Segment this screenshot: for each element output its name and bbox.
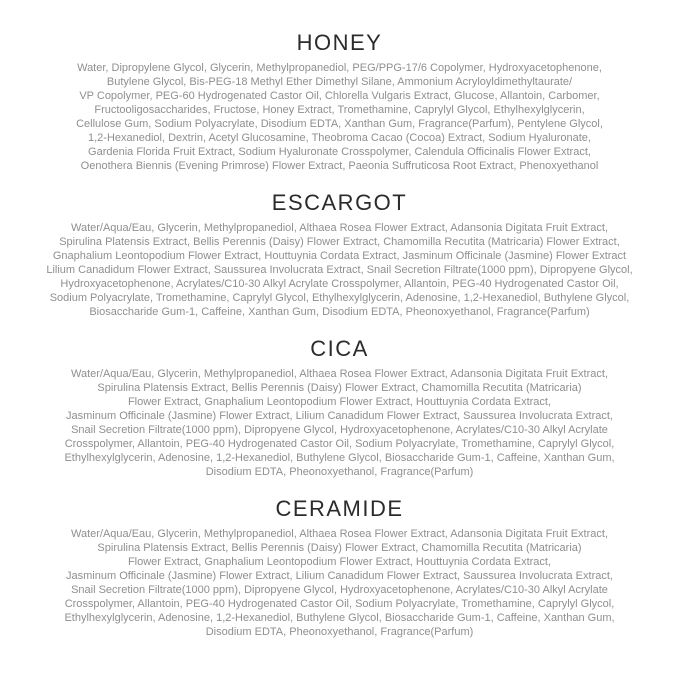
- ingredient-line: Sodium Polyacrylate, Tromethamine, Caprylyl Glycol, Ethylhexylglycerin, Adenosine, 1,2-Hexanediol, Buthylene Glycol,: [49, 292, 630, 304]
- ingredient-line: Ethylhexylglycerin, Adenosine, 1,2-Hexanediol, Buthylene Glycol, Biosaccharide Gum-1, Caffeine, Xanthan Gum,: [64, 452, 615, 464]
- section-ingredient-lines: [0, 61, 679, 173]
- section-title: ESCARGOT: [271, 190, 408, 215]
- ingredient-line: Flower Extract, Gnaphalium Leontopodium Flower Extract, Houttuynia Cordata Extract,: [127, 556, 552, 568]
- section-title: CICA: [310, 336, 369, 361]
- ingredient-line: Jasminum Officinale (Jasmine) Flower Extract, Lilium Canadidum Flower Extract, Saussurea Involucrata Extract,: [66, 410, 613, 422]
- ingredient-line: Gnaphalium Leontopodium Flower Extract, Houttuynia Cordata Extract, Jasminum Officinale (Jasmine) Flower Extract: [52, 250, 627, 262]
- ingredient-line: Disodium EDTA, Pheonoxyethanol, Fragrance(Parfum): [205, 466, 474, 478]
- ingredient-line: Biosaccharide Gum-1, Caffeine, Xanthan Gum, Disodium EDTA, Pheonoxyethanol, Fragrance(Parfum): [89, 306, 590, 318]
- section-ingredient-lines: [0, 367, 679, 479]
- ingredient-line: Crosspolymer, Allantoin, PEG-40 Hydrogenated Castor Oil, Sodium Polyacrylate, Tromethamine, Caprylyl Glycol,: [64, 438, 615, 450]
- ingredient-line: Crosspolymer, Allantoin, PEG-40 Hydrogenated Castor Oil, Sodium Polyacrylate, Tromethamine, Caprylyl Glycol,: [64, 598, 615, 610]
- ingredient-line: Spirulina Platensis Extract, Bellis Perennis (Daisy) Flower Extract, Chamomilla Recutita (Matricaria): [97, 382, 582, 394]
- ingredient-line: Hydroxyacetophenone, Acrylates/C10-30 Alkyl Acrylate Crosspolymer, Allantoin, PEG-40 Hydrogenated Castor Oil,: [60, 278, 619, 290]
- section-title: CERAMIDE: [275, 496, 404, 521]
- ingredient-line: Water/Aqua/Eau, Glycerin, Methylpropanediol, Althaea Rosea Flower Extract, Adansonia Digitata Fruit Extract,: [70, 528, 609, 540]
- ingredient-section: [0, 496, 679, 639]
- ingredient-line: Water/Aqua/Eau, Glycerin, Methylpropanediol, Althaea Rosea Flower Extract, Adansonia Digitata Fruit Extract,: [70, 222, 609, 234]
- ingredient-line: Spirulina Platensis Extract, Bellis Perennis (Daisy) Flower Extract, Chamomilla Recutita (Matricaria): [97, 542, 582, 554]
- ingredient-line: Butylene Glycol, Bis-PEG-18 Methyl Ether Dimethyl Silane, Ammonium Acryloyldimethyltaurate/: [106, 76, 573, 88]
- section-ingredient-lines: [0, 221, 679, 319]
- ingredient-line: Jasminum Officinale (Jasmine) Flower Extract, Lilium Canadidum Flower Extract, Saussurea Involucrata Extract,: [66, 570, 613, 582]
- ingredient-line: Fructooligosaccharides, Fructose, Honey Extract, Tromethamine, Caprylyl Glycol, Ethylhexylglycerin,: [94, 104, 585, 116]
- ingredient-line: Flower Extract, Gnaphalium Leontopodium Flower Extract, Houttuynia Cordata Extract,: [127, 396, 552, 408]
- ingredient-line: Oenothera Biennis (Evening Primrose) Flower Extract, Paeonia Suffruticosa Root Extract, Phenoxyethanol: [80, 160, 599, 172]
- section-title: HONEY: [296, 30, 383, 55]
- ingredient-line: Water/Aqua/Eau, Glycerin, Methylpropanediol, Althaea Rosea Flower Extract, Adansonia Digitata Fruit Extract,: [70, 368, 609, 380]
- ingredient-line: Disodium EDTA, Pheonoxyethanol, Fragrance(Parfum): [205, 626, 474, 638]
- ingredient-line: Gardenia Florida Fruit Extract, Sodium Hyaluronate Crosspolymer, Calendula Officinalis Flower Extract,: [88, 146, 591, 158]
- ingredient-section: [0, 190, 679, 319]
- ingredient-section: [0, 336, 679, 479]
- ingredient-line: Snail Secretion Filtrate(1000 ppm), Dipropyene Glycol, Hydroxyacetophenone, Acrylates/C10-30 Alkyl Acrylate: [71, 424, 608, 436]
- ingredient-line: Cellulose Gum, Sodium Polyacrylate, Disodium EDTA, Xanthan Gum, Fragrance(Parfum), Pentylene Glycol,: [76, 118, 603, 130]
- section-ingredient-lines: [0, 527, 679, 639]
- ingredient-line: Spirulina Platensis Extract, Bellis Perennis (Daisy) Flower Extract, Chamomilla Recutita (Matricaria) Flower Extract,: [59, 236, 620, 248]
- ingredient-line: Lilium Canadidum Flower Extract, Saussurea Involucrata Extract, Snail Secretion Filtrate(1000 ppm), Dipropyene Glycol,: [46, 264, 633, 276]
- ingredient-section: [0, 30, 679, 173]
- ingredient-line: Snail Secretion Filtrate(1000 ppm), Dipropyene Glycol, Hydroxyacetophenone, Acrylates/C10-30 Alkyl Acrylate: [71, 584, 608, 596]
- ingredient-sections: [0, 30, 679, 639]
- ingredient-line: 1,2-Hexanediol, Dextrin, Acetyl Glucosamine, Theobroma Cacao (Cocoa) Extract, Sodium Hyaluronate,: [88, 132, 591, 144]
- ingredient-line: VP Copolymer, PEG-60 Hydrogenated Castor Oil, Chlorella Vulgaris Extract, Glucose, Allantoin, Carbomer,: [79, 90, 600, 102]
- ingredient-line: Water, Dipropylene Glycol, Glycerin, Methylpropanediol, PEG/PPG-17/6 Copolymer, Hydroxyacetophenone,: [77, 62, 602, 74]
- ingredient-line: Ethylhexylglycerin, Adenosine, 1,2-Hexanediol, Buthylene Glycol, Biosaccharide Gum-1, Caffeine, Xanthan Gum,: [64, 612, 615, 624]
